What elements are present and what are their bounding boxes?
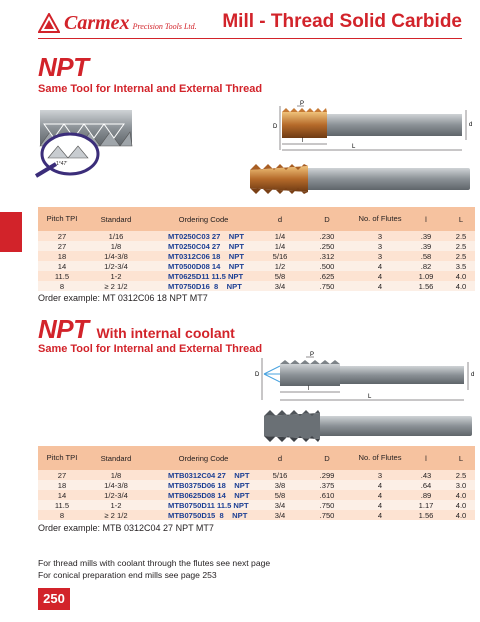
cell-D: .750	[299, 510, 355, 520]
table-row	[38, 251, 475, 261]
cell-D: .375	[299, 480, 355, 490]
cell-L: 4.0	[447, 271, 475, 281]
table-row	[38, 231, 475, 241]
cell-ordering-code: MT0750D16 8 NPT	[146, 281, 261, 291]
cell-ordering-code: MT0250C04 27 NPT	[146, 241, 261, 251]
footer-notes	[38, 557, 270, 581]
cell-standard: 1/4-3/8	[86, 480, 146, 490]
col-ordering-code: Ordering Code	[146, 207, 261, 231]
cell-pitch: 14	[38, 490, 86, 500]
cell-L: 2.5	[447, 241, 475, 251]
col-ordering-code: Ordering Code	[146, 446, 261, 470]
table-header-row	[38, 207, 475, 231]
cell-pitch: 11.5	[38, 500, 86, 510]
cell-L: 2.5	[447, 231, 475, 241]
table-row	[38, 510, 475, 520]
cell-D: .500	[299, 261, 355, 271]
cell-d: 1/4	[261, 231, 299, 241]
dim-d-label: d	[469, 122, 473, 128]
cell-standard: 1/4-3/8	[86, 251, 146, 261]
cell-flutes: 4	[355, 261, 405, 271]
col-L: L	[447, 207, 475, 231]
cell-d: 3/8	[261, 480, 299, 490]
cell-d: 5/16	[261, 470, 299, 480]
cell-D: .230	[299, 231, 355, 241]
cell-pitch: 14	[38, 261, 86, 271]
cell-l: 1.09	[405, 271, 447, 281]
section2-title: NPT	[38, 314, 89, 344]
cell-d: 5/16	[261, 251, 299, 261]
dim-P-label-2: P	[310, 352, 315, 358]
dim-D-label-2: D	[255, 372, 260, 378]
tool-dimension-drawing-2	[250, 350, 480, 406]
dim-l-label-2: l	[308, 386, 310, 392]
order-example-1: Order example: MT 0312C06 18 NPT MT7	[38, 293, 208, 303]
cell-d: 3/4	[261, 510, 299, 520]
cell-ordering-code: MT0312C06 18 NPT	[146, 251, 261, 261]
cell-flutes: 4	[355, 480, 405, 490]
cell-D: .750	[299, 500, 355, 510]
footer-note-conical: For conical preparation end mills see page 253	[38, 570, 217, 580]
cell-l: 1.56	[405, 281, 447, 291]
side-tab-marker	[0, 212, 22, 252]
dim-D-label: D	[273, 124, 278, 130]
cell-ordering-code: MTB0750D11 11.5 NPT	[146, 500, 261, 510]
section1-title: NPT	[38, 52, 89, 82]
col-pitch: Pitch TPI	[38, 207, 86, 231]
section1-subtitle: Same Tool for Internal and External Thread	[38, 83, 263, 95]
cell-ordering-code: MTB0375D06 18 NPT	[146, 480, 261, 490]
cell-l: .82	[405, 261, 447, 271]
cell-D: .250	[299, 241, 355, 251]
cell-standard: 1/2-3/4	[86, 490, 146, 500]
cell-standard: ≥ 2 1/2	[86, 281, 146, 291]
spec-table-1	[38, 207, 475, 291]
cell-standard: ≥ 2 1/2	[86, 510, 146, 520]
cell-l: .89	[405, 490, 447, 500]
cell-flutes: 3	[355, 231, 405, 241]
col-pitch: Pitch TPI	[38, 446, 86, 470]
cell-flutes: 4	[355, 490, 405, 500]
table-row	[38, 241, 475, 251]
cell-L: 2.5	[447, 251, 475, 261]
cell-flutes: 3	[355, 241, 405, 251]
cell-pitch: 27	[38, 470, 86, 480]
section2-subtitle: Same Tool for Internal and External Thread	[38, 343, 263, 355]
col-standard: Standard	[86, 446, 146, 470]
cell-pitch: 8	[38, 281, 86, 291]
section2-title-suffix: With internal coolant	[96, 325, 235, 341]
table-row	[38, 500, 475, 510]
cell-ordering-code: MTB0625D08 14 NPT	[146, 490, 261, 500]
cell-D: .750	[299, 281, 355, 291]
cell-flutes: 4	[355, 510, 405, 520]
cell-l: .39	[405, 231, 447, 241]
col-D: D	[299, 207, 355, 231]
header-rule	[38, 38, 462, 39]
table-row	[38, 480, 475, 490]
tool-photo-2	[250, 408, 475, 444]
col-D: D	[299, 446, 355, 470]
cell-L: 3.5	[447, 261, 475, 271]
cell-d: 3/4	[261, 281, 299, 291]
cell-flutes: 3	[355, 470, 405, 480]
cell-l: 1.56	[405, 510, 447, 520]
col-d: d	[261, 207, 299, 231]
table-row	[38, 490, 475, 500]
cell-L: 4.0	[447, 510, 475, 520]
order-example-2: Order example: MTB 0312C04 27 NPT MT7	[38, 523, 214, 533]
dim-P-label: P	[300, 101, 305, 107]
cell-l: 1.17	[405, 500, 447, 510]
col-flutes: No. of Flutes	[355, 446, 405, 470]
tool-dimension-drawing-1	[270, 100, 480, 156]
cell-standard: 1/16	[86, 231, 146, 241]
cell-ordering-code: MTB0750D15 8 NPT	[146, 510, 261, 520]
cell-D: .625	[299, 271, 355, 281]
cell-pitch: 27	[38, 231, 86, 241]
brand-logo	[38, 12, 197, 34]
cell-flutes: 3	[355, 251, 405, 261]
cell-L: 3.0	[447, 480, 475, 490]
cell-d: 5/8	[261, 490, 299, 500]
tool-photo-1	[240, 160, 475, 198]
footer-note-coolant: For thread mills with coolant through the flutes see next page	[38, 558, 271, 568]
cell-D: .610	[299, 490, 355, 500]
cell-D: .299	[299, 470, 355, 480]
cell-standard: 1-2	[86, 500, 146, 510]
cell-l: .64	[405, 480, 447, 490]
cell-flutes: 4	[355, 281, 405, 291]
cell-L: 4.0	[447, 281, 475, 291]
col-L: L	[447, 446, 475, 470]
thread-profile-illustration	[30, 102, 142, 178]
cell-ordering-code: MT0250C03 27 NPT	[146, 231, 261, 241]
cell-D: .312	[299, 251, 355, 261]
cell-standard: 1/8	[86, 241, 146, 251]
cell-ordering-code: MT0500D08 14 NPT	[146, 261, 261, 271]
cell-L: 4.0	[447, 490, 475, 500]
table-row	[38, 261, 475, 271]
table-row	[38, 281, 475, 291]
cell-pitch: 11.5	[38, 271, 86, 281]
col-l: l	[405, 207, 447, 231]
dim-d-label-2: d	[471, 372, 475, 378]
table-row	[38, 271, 475, 281]
table-header-row	[38, 446, 475, 470]
cell-standard: 1/8	[86, 470, 146, 480]
dim-L-label: L	[352, 144, 356, 150]
cell-pitch: 27	[38, 241, 86, 251]
cell-d: 3/4	[261, 500, 299, 510]
spec-table-2	[38, 446, 475, 520]
col-l: l	[405, 446, 447, 470]
cell-standard: 1-2	[86, 271, 146, 281]
page-title: Mill - Thread Solid Carbide	[222, 11, 462, 32]
carmex-logo-icon	[38, 13, 60, 33]
cell-pitch: 8	[38, 510, 86, 520]
cell-ordering-code: MT0625D11 11.5 NPT	[146, 271, 261, 281]
brand-name: Carmex	[64, 11, 130, 34]
dim-l-label: l	[302, 138, 304, 144]
page-number: 250	[38, 588, 70, 610]
inset-angle-label: 1°47'	[56, 161, 68, 167]
dim-L-label-2: L	[368, 394, 372, 400]
cell-pitch: 18	[38, 480, 86, 490]
table-row	[38, 470, 475, 480]
cell-L: 4.0	[447, 500, 475, 510]
col-d: d	[261, 446, 299, 470]
section2-title-row	[38, 314, 235, 345]
cell-d: 1/2	[261, 261, 299, 271]
cell-L: 2.5	[447, 470, 475, 480]
cell-d: 1/4	[261, 241, 299, 251]
cell-ordering-code: MTB0312C04 27 NPT	[146, 470, 261, 480]
cell-l: .39	[405, 241, 447, 251]
cell-d: 5/8	[261, 271, 299, 281]
col-standard: Standard	[86, 207, 146, 231]
cell-flutes: 4	[355, 271, 405, 281]
cell-standard: 1/2-3/4	[86, 261, 146, 271]
cell-l: .43	[405, 470, 447, 480]
brand-subtitle: Precision Tools Ltd.	[132, 21, 197, 31]
cell-pitch: 18	[38, 251, 86, 261]
col-flutes: No. of Flutes	[355, 207, 405, 231]
cell-flutes: 4	[355, 500, 405, 510]
cell-l: .58	[405, 251, 447, 261]
